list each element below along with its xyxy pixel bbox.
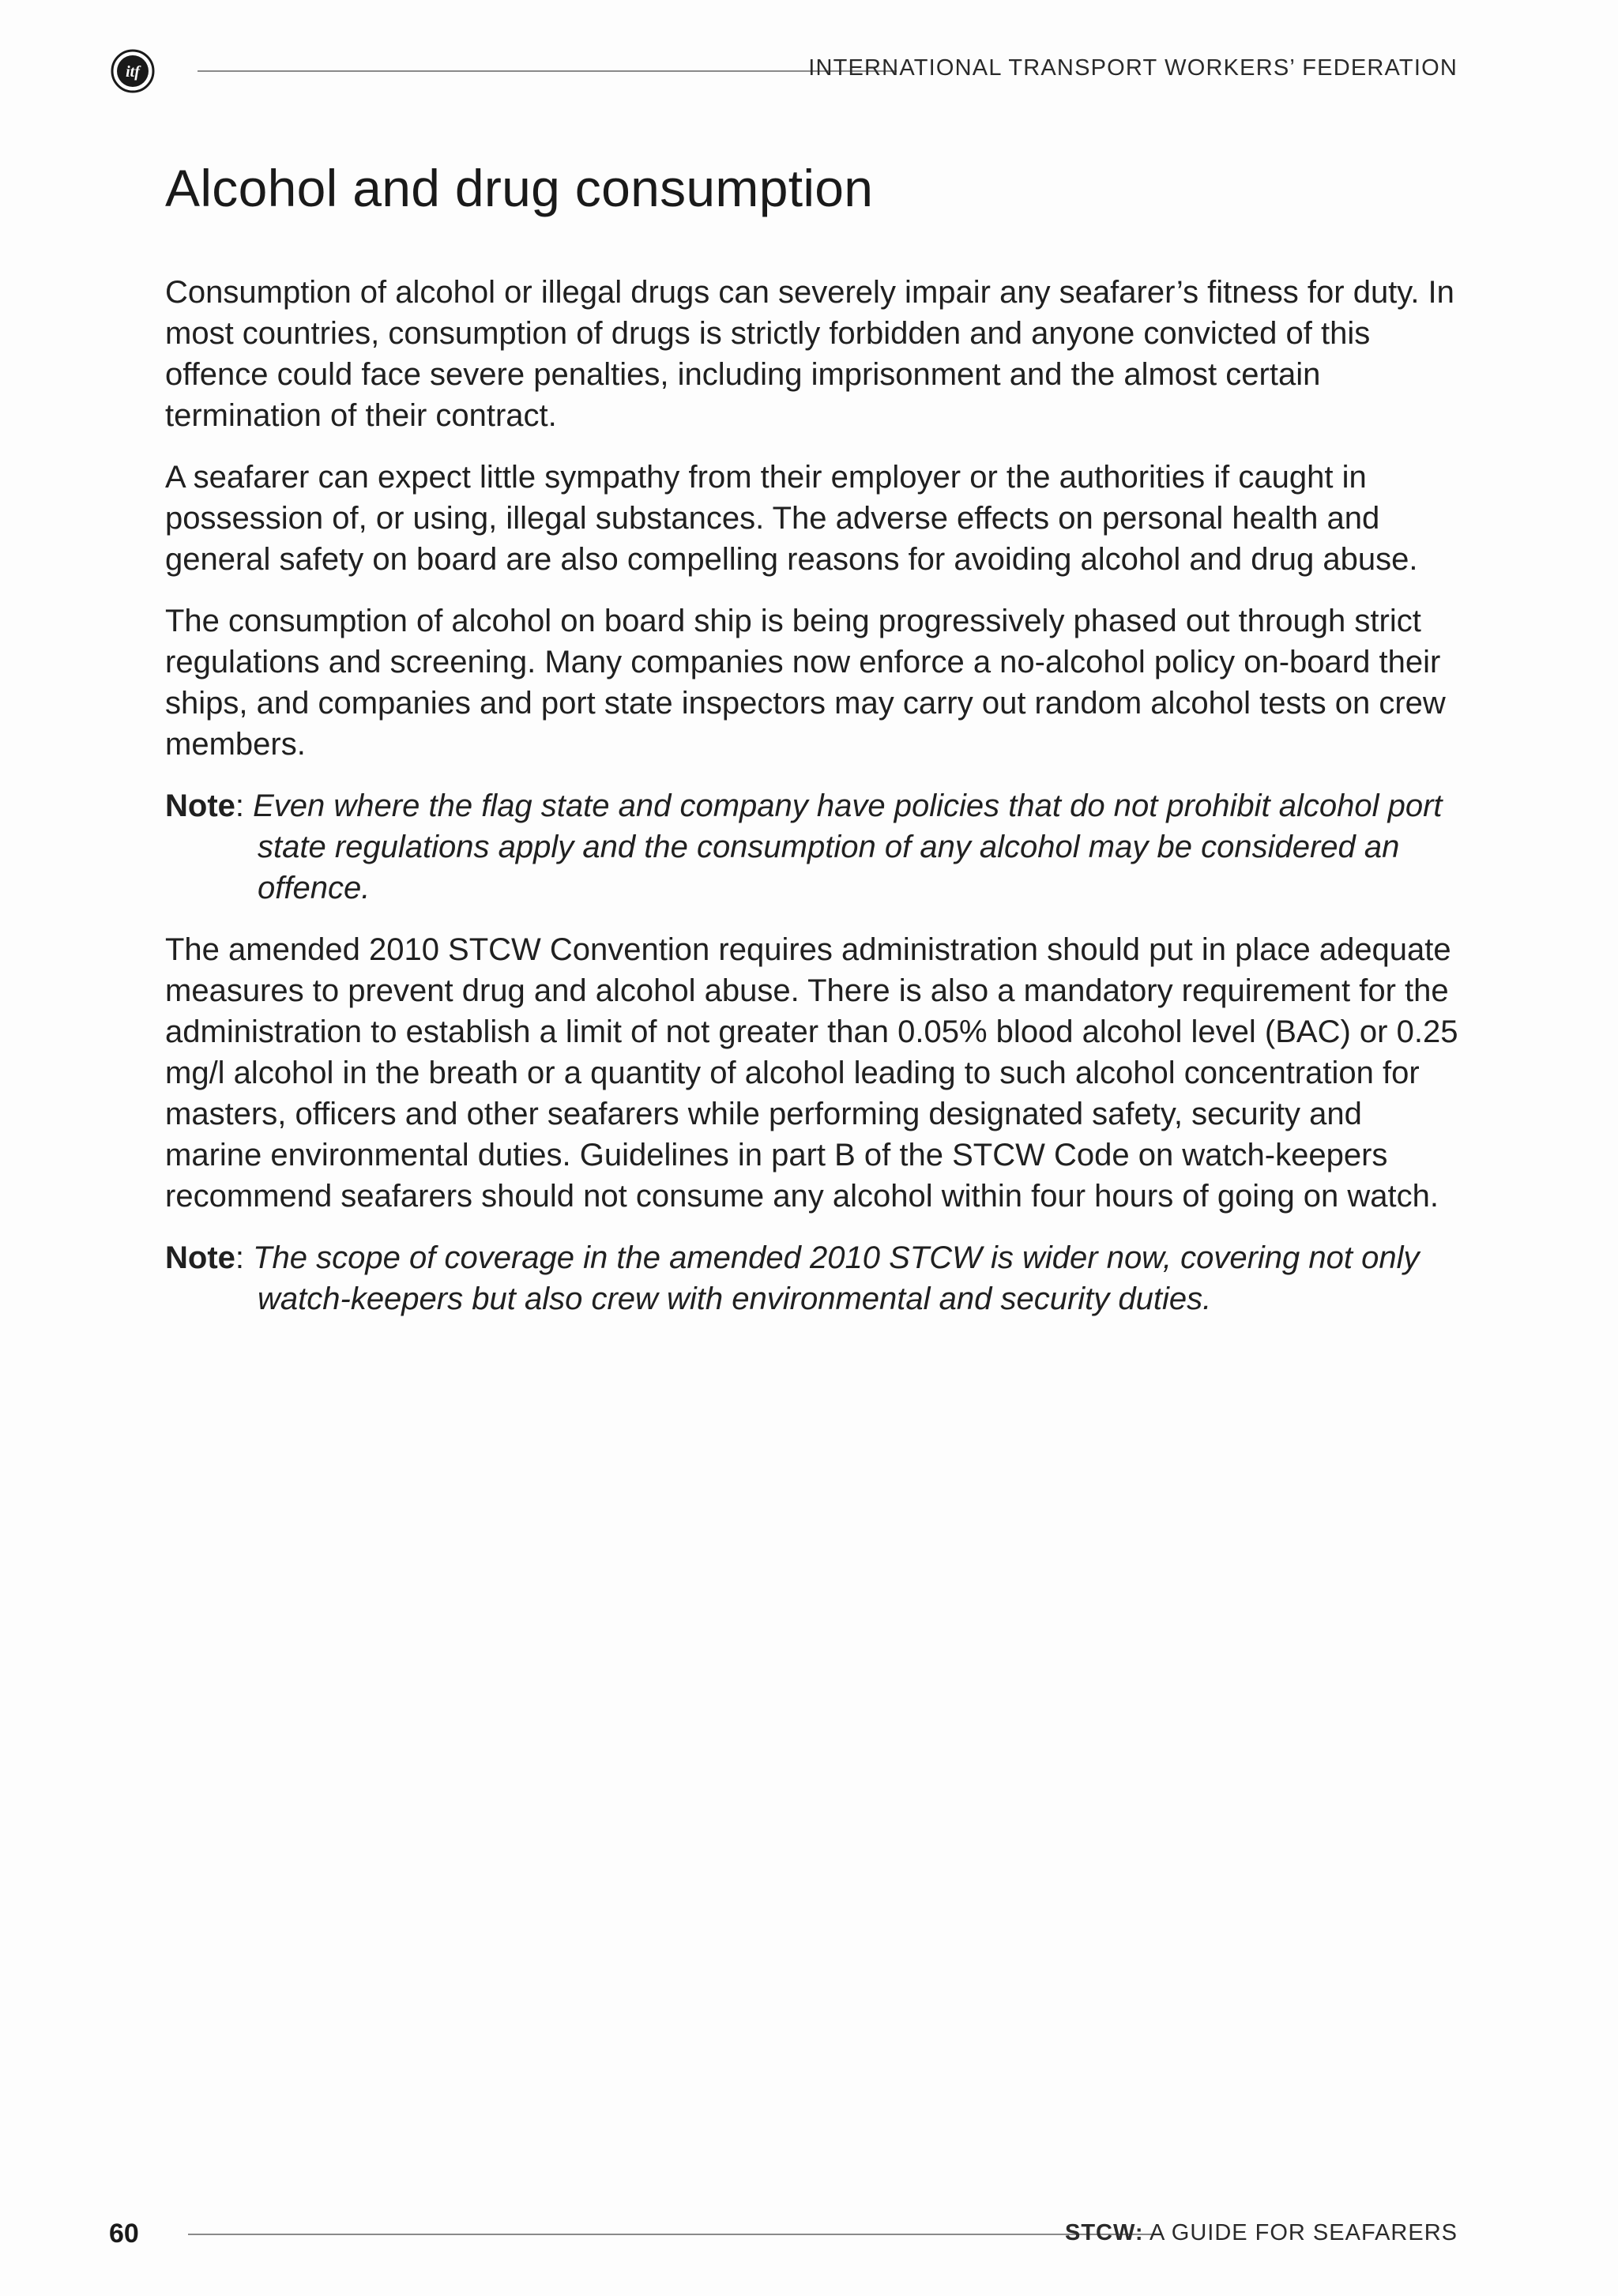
main-content [165,158,1465,1340]
paragraph: A seafarer can expect little sympathy from their employer or the authorities if caught in possession of, or using, illegal substances. The adverse effects on personal health and general safety on board are also compelling reasons for avoiding alcohol and drug abuse. [165,460,1418,577]
footer-publication [1065,2220,1458,2246]
note-label: Note [165,789,235,823]
note-separator: : [235,789,254,823]
logo-text: itf [126,63,140,81]
header-organization: INTERNATIONAL TRANSPORT WORKERS’ FEDERATION [808,55,1458,81]
page-header [111,49,1458,96]
note [165,785,1465,909]
page-title: Alcohol and drug consumption [165,159,874,217]
note [165,1237,1465,1319]
paragraph: The consumption of alcohol on board ship is being progressively phased out through strict regulations and screening. Many companies now enforce a no-alcohol policy on-board their ships, and companies and port state inspectors may carry out random alcohol tests on crew members. [165,604,1446,762]
header-divider [198,70,897,72]
note-text: The scope of coverage in the amended 2010 STCW is wider now, covering not only watch-keepers but also crew with environmental and security duties. [253,1240,1420,1316]
page-number: 60 [109,2219,139,2249]
paragraph: The amended 2010 STCW Convention requires administration should put in place adequate measures to prevent drug and alcohol abuse. There is also a mandatory requirement for the administration to establish a limit of not greater than 0.05% blood alcohol level (BAC) or 0.25 mg/l alcohol in the breath or a quantity of alcohol leading to such alcohol concentration for masters, officers and other seafarers while performing designated safety, security and marine environmental duties. Guidelines in part B of the STCW Code on watch-keepers recommend seafarers should not consume any alcohol within four hours of going on watch. [165,932,1458,1214]
page-footer [109,2219,1458,2250]
paragraph: Consumption of alcohol or illegal drugs can severely impair any seafarer’s fitness for duty. In most countries, consumption of drugs is strictly forbidden and anyone convicted of this offence could face severe penalties, including imprisonment and the almost certain termination of their contract. [165,275,1454,433]
note-label: Note [165,1240,235,1275]
publication-title: A GUIDE FOR SEAFARERS [1143,2220,1458,2245]
itf-logo-icon [111,49,155,93]
note-separator: : [235,1240,254,1275]
publication-abbrev: STCW: [1064,2220,1144,2245]
footer-divider [188,2234,1153,2235]
note-text: Even where the flag state and company have policies that do not prohibit alcohol port state regulations apply and the consumption of any alcohol may be considered an offence. [253,789,1443,905]
